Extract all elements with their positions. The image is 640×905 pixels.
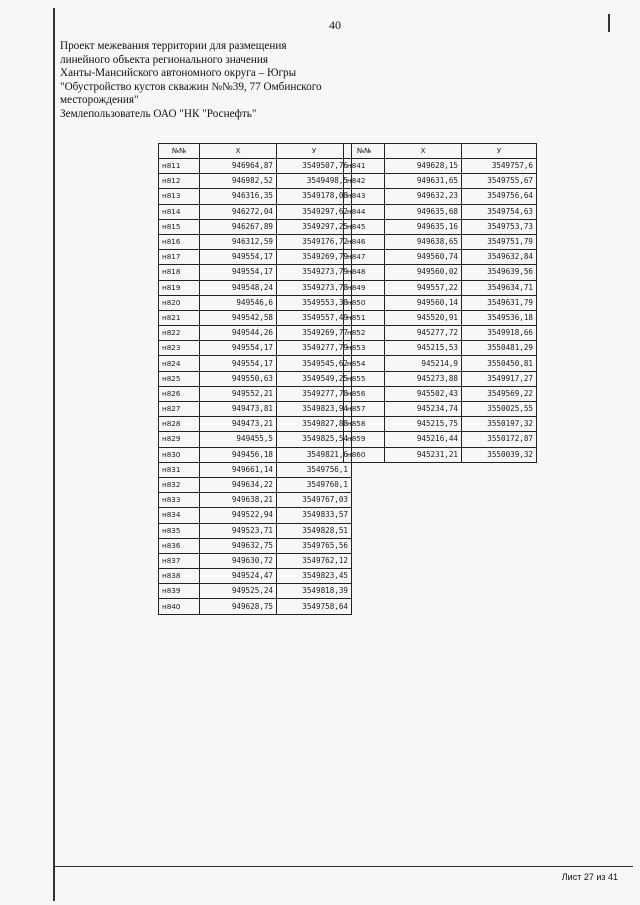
x-coordinate-cell: 949523,71 [200, 523, 277, 538]
x-coordinate-cell: 949524,47 [200, 569, 277, 584]
y-coordinate-cell: 3549755,67 [462, 174, 537, 189]
x-coordinate-cell: 949554,17 [200, 250, 277, 265]
y-coordinate-cell: 3550197,32 [462, 417, 537, 432]
page-corner-mark [608, 14, 610, 32]
y-coordinate-cell: 3549631,79 [462, 295, 537, 310]
y-coordinate-cell: 3549828,51 [277, 523, 352, 538]
header-line: Проект межевания территории для размещения [60, 40, 287, 52]
point-id-cell: н842 [344, 174, 385, 189]
x-coordinate-cell: 946267,89 [200, 219, 277, 234]
x-coordinate-cell: 949638,21 [200, 493, 277, 508]
point-id-cell: н831 [159, 462, 200, 477]
table-row [159, 584, 352, 599]
point-id-cell: н828 [159, 417, 200, 432]
y-coordinate-cell: 3549756,64 [462, 189, 537, 204]
x-coordinate-cell: 949552,21 [200, 386, 277, 401]
point-id-cell: н857 [344, 402, 385, 417]
y-coordinate-cell: 3549269,77 [277, 326, 352, 341]
x-coordinate-cell: 949560,14 [385, 295, 462, 310]
y-coordinate-cell: 3549632,84 [462, 250, 537, 265]
point-id-cell: н834 [159, 508, 200, 523]
page-frame-bottom-border [53, 866, 633, 867]
table-row [159, 159, 352, 174]
x-coordinate-cell: 949550,63 [200, 371, 277, 386]
y-coordinate-cell: 3549557,49 [277, 310, 352, 325]
column-header-x: X [200, 144, 277, 159]
y-coordinate-cell: 3549753,73 [462, 219, 537, 234]
x-coordinate-cell: 949554,17 [200, 341, 277, 356]
y-coordinate-cell: 3550025,55 [462, 402, 537, 417]
point-id-cell: н847 [344, 250, 385, 265]
y-coordinate-cell: 3549545,62 [277, 356, 352, 371]
table-row [344, 386, 537, 401]
sheet-counter: Лист 27 из 41 [561, 872, 618, 882]
x-coordinate-cell: 949628,75 [200, 599, 277, 614]
y-coordinate-cell: 3549917,27 [462, 371, 537, 386]
x-coordinate-cell: 949560,02 [385, 265, 462, 280]
column-header-y: У [277, 144, 352, 159]
y-coordinate-cell: 3549507,76 [277, 159, 352, 174]
header-line: линейного объекта регионального значения [60, 53, 269, 66]
point-id-cell: н839 [159, 584, 200, 599]
table-row [159, 280, 352, 295]
point-id-cell: н820 [159, 295, 200, 310]
table-row [159, 462, 352, 477]
point-id-cell: н852 [344, 326, 385, 341]
x-coordinate-cell: 949522,94 [200, 508, 277, 523]
column-header-id: №№ [344, 144, 385, 159]
point-id-cell: н826 [159, 386, 200, 401]
point-id-cell: н819 [159, 280, 200, 295]
point-id-cell: н812 [159, 174, 200, 189]
x-coordinate-cell: 949638,65 [385, 234, 462, 249]
y-coordinate-cell: 3549754,63 [462, 204, 537, 219]
y-coordinate-cell: 3549918,66 [462, 326, 537, 341]
table-row [344, 265, 537, 280]
point-id-cell: н840 [159, 599, 200, 614]
y-coordinate-cell: 3549821,6 [277, 447, 352, 462]
y-coordinate-cell: 3549536,18 [462, 310, 537, 325]
x-coordinate-cell: 949630,72 [200, 553, 277, 568]
table-row [344, 371, 537, 386]
point-id-cell: н858 [344, 417, 385, 432]
x-coordinate-cell: 949554,17 [200, 356, 277, 371]
y-coordinate-cell: 3549498,5 [277, 174, 352, 189]
point-id-cell: н822 [159, 326, 200, 341]
x-coordinate-cell: 949542,58 [200, 310, 277, 325]
x-coordinate-cell: 946272,04 [200, 204, 277, 219]
header-line: "Обустройство кустов скважин №№39, 77 Омбинского [60, 80, 322, 93]
x-coordinate-cell: 949456,18 [200, 447, 277, 462]
x-coordinate-cell: 949632,23 [385, 189, 462, 204]
point-id-cell: н837 [159, 553, 200, 568]
y-coordinate-cell: 3549833,57 [277, 508, 352, 523]
x-coordinate-cell: 946312,59 [200, 234, 277, 249]
table-row [159, 204, 352, 219]
table-row [159, 508, 352, 523]
point-id-cell: н833 [159, 493, 200, 508]
y-coordinate-cell: 3549277,79 [277, 341, 352, 356]
y-coordinate-cell: 3549178,08 [277, 189, 352, 204]
document-header [60, 40, 360, 122]
point-id-cell: н853 [344, 341, 385, 356]
x-coordinate-cell: 945277,72 [385, 326, 462, 341]
table-row [159, 234, 352, 249]
table-row [159, 569, 352, 584]
point-id-cell: н818 [159, 265, 200, 280]
y-coordinate-cell: 3549758,64 [277, 599, 352, 614]
table-row [159, 553, 352, 568]
point-id-cell: н815 [159, 219, 200, 234]
table-row [344, 447, 537, 462]
point-id-cell: н824 [159, 356, 200, 371]
point-id-cell: н849 [344, 280, 385, 295]
table-row [159, 265, 352, 280]
coordinates-table-left [158, 143, 352, 615]
point-id-cell: н829 [159, 432, 200, 447]
table-row [159, 310, 352, 325]
table-row [159, 189, 352, 204]
header-line: месторождения" [60, 94, 139, 107]
table-row [344, 417, 537, 432]
table-row [159, 599, 352, 614]
table-row [344, 189, 537, 204]
y-coordinate-cell: 3549273,78 [277, 280, 352, 295]
table-row [344, 402, 537, 417]
y-coordinate-cell: 3549765,56 [277, 538, 352, 553]
x-coordinate-cell: 946964,87 [200, 159, 277, 174]
table-header-row [159, 144, 352, 159]
table-row [344, 280, 537, 295]
column-header-x: X [385, 144, 462, 159]
x-coordinate-cell: 949473,81 [200, 402, 277, 417]
table-row [159, 250, 352, 265]
x-coordinate-cell: 945502,43 [385, 386, 462, 401]
point-id-cell: н832 [159, 477, 200, 492]
header-line: Ханты-Мансийского автономного округа – Югры [60, 67, 297, 80]
x-coordinate-cell: 949634,22 [200, 477, 277, 492]
table-row [159, 295, 352, 310]
table-row [159, 386, 352, 401]
table-row [159, 538, 352, 553]
point-id-cell: н859 [344, 432, 385, 447]
point-id-cell: н835 [159, 523, 200, 538]
y-coordinate-cell: 3549269,79 [277, 250, 352, 265]
x-coordinate-cell: 949635,16 [385, 219, 462, 234]
x-coordinate-cell: 949560,74 [385, 250, 462, 265]
table-row [159, 402, 352, 417]
page-frame-left-border [53, 8, 55, 901]
table-row [344, 204, 537, 219]
table-row [159, 493, 352, 508]
x-coordinate-cell: 945214,9 [385, 356, 462, 371]
x-coordinate-cell: 949632,75 [200, 538, 277, 553]
y-coordinate-cell: 3549297,25 [277, 219, 352, 234]
y-coordinate-cell: 3549823,45 [277, 569, 352, 584]
x-coordinate-cell: 949544,26 [200, 326, 277, 341]
y-coordinate-cell: 3549277,78 [277, 386, 352, 401]
point-id-cell: н844 [344, 204, 385, 219]
header-line: Землепользователь ОАО "НК "Роснефть" [60, 107, 257, 120]
table-header-row [344, 144, 537, 159]
x-coordinate-cell: 949525,24 [200, 584, 277, 599]
table-row [159, 523, 352, 538]
x-coordinate-cell: 946982,52 [200, 174, 277, 189]
table-row [344, 234, 537, 249]
y-coordinate-cell: 3550450,81 [462, 356, 537, 371]
table-row [344, 341, 537, 356]
x-coordinate-cell: 949546,6 [200, 295, 277, 310]
table-row [159, 356, 352, 371]
y-coordinate-cell: 3550481,29 [462, 341, 537, 356]
page-number: 40 [329, 18, 341, 32]
x-coordinate-cell: 945215,75 [385, 417, 462, 432]
table-row [159, 219, 352, 234]
table-row [344, 295, 537, 310]
y-coordinate-cell: 3549273,79 [277, 265, 352, 280]
point-id-cell: н846 [344, 234, 385, 249]
y-coordinate-cell: 3549639,56 [462, 265, 537, 280]
point-id-cell: н856 [344, 386, 385, 401]
x-coordinate-cell: 945520,91 [385, 310, 462, 325]
x-coordinate-cell: 949661,14 [200, 462, 277, 477]
point-id-cell: н814 [159, 204, 200, 219]
point-id-cell: н817 [159, 250, 200, 265]
table-row [159, 417, 352, 432]
x-coordinate-cell: 949548,24 [200, 280, 277, 295]
y-coordinate-cell: 3549634,71 [462, 280, 537, 295]
x-coordinate-cell: 949473,21 [200, 417, 277, 432]
point-id-cell: н821 [159, 310, 200, 325]
y-coordinate-cell: 3549756,1 [277, 462, 352, 477]
y-coordinate-cell: 3549757,6 [462, 159, 537, 174]
point-id-cell: н811 [159, 159, 200, 174]
point-id-cell: н860 [344, 447, 385, 462]
column-header-id: №№ [159, 144, 200, 159]
x-coordinate-cell: 949557,22 [385, 280, 462, 295]
y-coordinate-cell: 3549827,88 [277, 417, 352, 432]
y-coordinate-cell: 3549760,1 [277, 477, 352, 492]
x-coordinate-cell: 949631,65 [385, 174, 462, 189]
point-id-cell: н843 [344, 189, 385, 204]
point-id-cell: н830 [159, 447, 200, 462]
y-coordinate-cell: 3549762,12 [277, 553, 352, 568]
x-coordinate-cell: 949635,68 [385, 204, 462, 219]
table-row [159, 477, 352, 492]
table-row [344, 310, 537, 325]
y-coordinate-cell: 3549751,79 [462, 234, 537, 249]
point-id-cell: н827 [159, 402, 200, 417]
x-coordinate-cell: 949554,17 [200, 265, 277, 280]
table-row [159, 326, 352, 341]
point-id-cell: н851 [344, 310, 385, 325]
table-row [344, 250, 537, 265]
table-row [159, 447, 352, 462]
x-coordinate-cell: 946316,35 [200, 189, 277, 204]
y-coordinate-cell: 3550172,87 [462, 432, 537, 447]
table-row [344, 174, 537, 189]
y-coordinate-cell: 3550039,32 [462, 447, 537, 462]
y-coordinate-cell: 3549569,22 [462, 386, 537, 401]
point-id-cell: н841 [344, 159, 385, 174]
column-header-y: У [462, 144, 537, 159]
table-row [344, 219, 537, 234]
y-coordinate-cell: 3549818,39 [277, 584, 352, 599]
point-id-cell: н823 [159, 341, 200, 356]
y-coordinate-cell: 3549767,03 [277, 493, 352, 508]
coordinates-table-right [343, 143, 537, 463]
point-id-cell: н838 [159, 569, 200, 584]
point-id-cell: н855 [344, 371, 385, 386]
table-row [344, 326, 537, 341]
point-id-cell: н850 [344, 295, 385, 310]
table-row [344, 159, 537, 174]
point-id-cell: н836 [159, 538, 200, 553]
x-coordinate-cell: 945231,21 [385, 447, 462, 462]
x-coordinate-cell: 949628,15 [385, 159, 462, 174]
y-coordinate-cell: 3549823,94 [277, 402, 352, 417]
table-row [159, 174, 352, 189]
point-id-cell: н816 [159, 234, 200, 249]
x-coordinate-cell: 949455,5 [200, 432, 277, 447]
y-coordinate-cell: 3549176,72 [277, 234, 352, 249]
x-coordinate-cell: 945216,44 [385, 432, 462, 447]
table-row [344, 356, 537, 371]
x-coordinate-cell: 945273,88 [385, 371, 462, 386]
y-coordinate-cell: 3549825,54 [277, 432, 352, 447]
point-id-cell: н848 [344, 265, 385, 280]
y-coordinate-cell: 3549297,62 [277, 204, 352, 219]
point-id-cell: н845 [344, 219, 385, 234]
table-row [159, 341, 352, 356]
x-coordinate-cell: 945234,74 [385, 402, 462, 417]
y-coordinate-cell: 3549549,25 [277, 371, 352, 386]
table-row [159, 432, 352, 447]
x-coordinate-cell: 945215,53 [385, 341, 462, 356]
table-row [159, 371, 352, 386]
point-id-cell: н813 [159, 189, 200, 204]
point-id-cell: н854 [344, 356, 385, 371]
table-row [344, 432, 537, 447]
point-id-cell: н825 [159, 371, 200, 386]
y-coordinate-cell: 3549553,38 [277, 295, 352, 310]
